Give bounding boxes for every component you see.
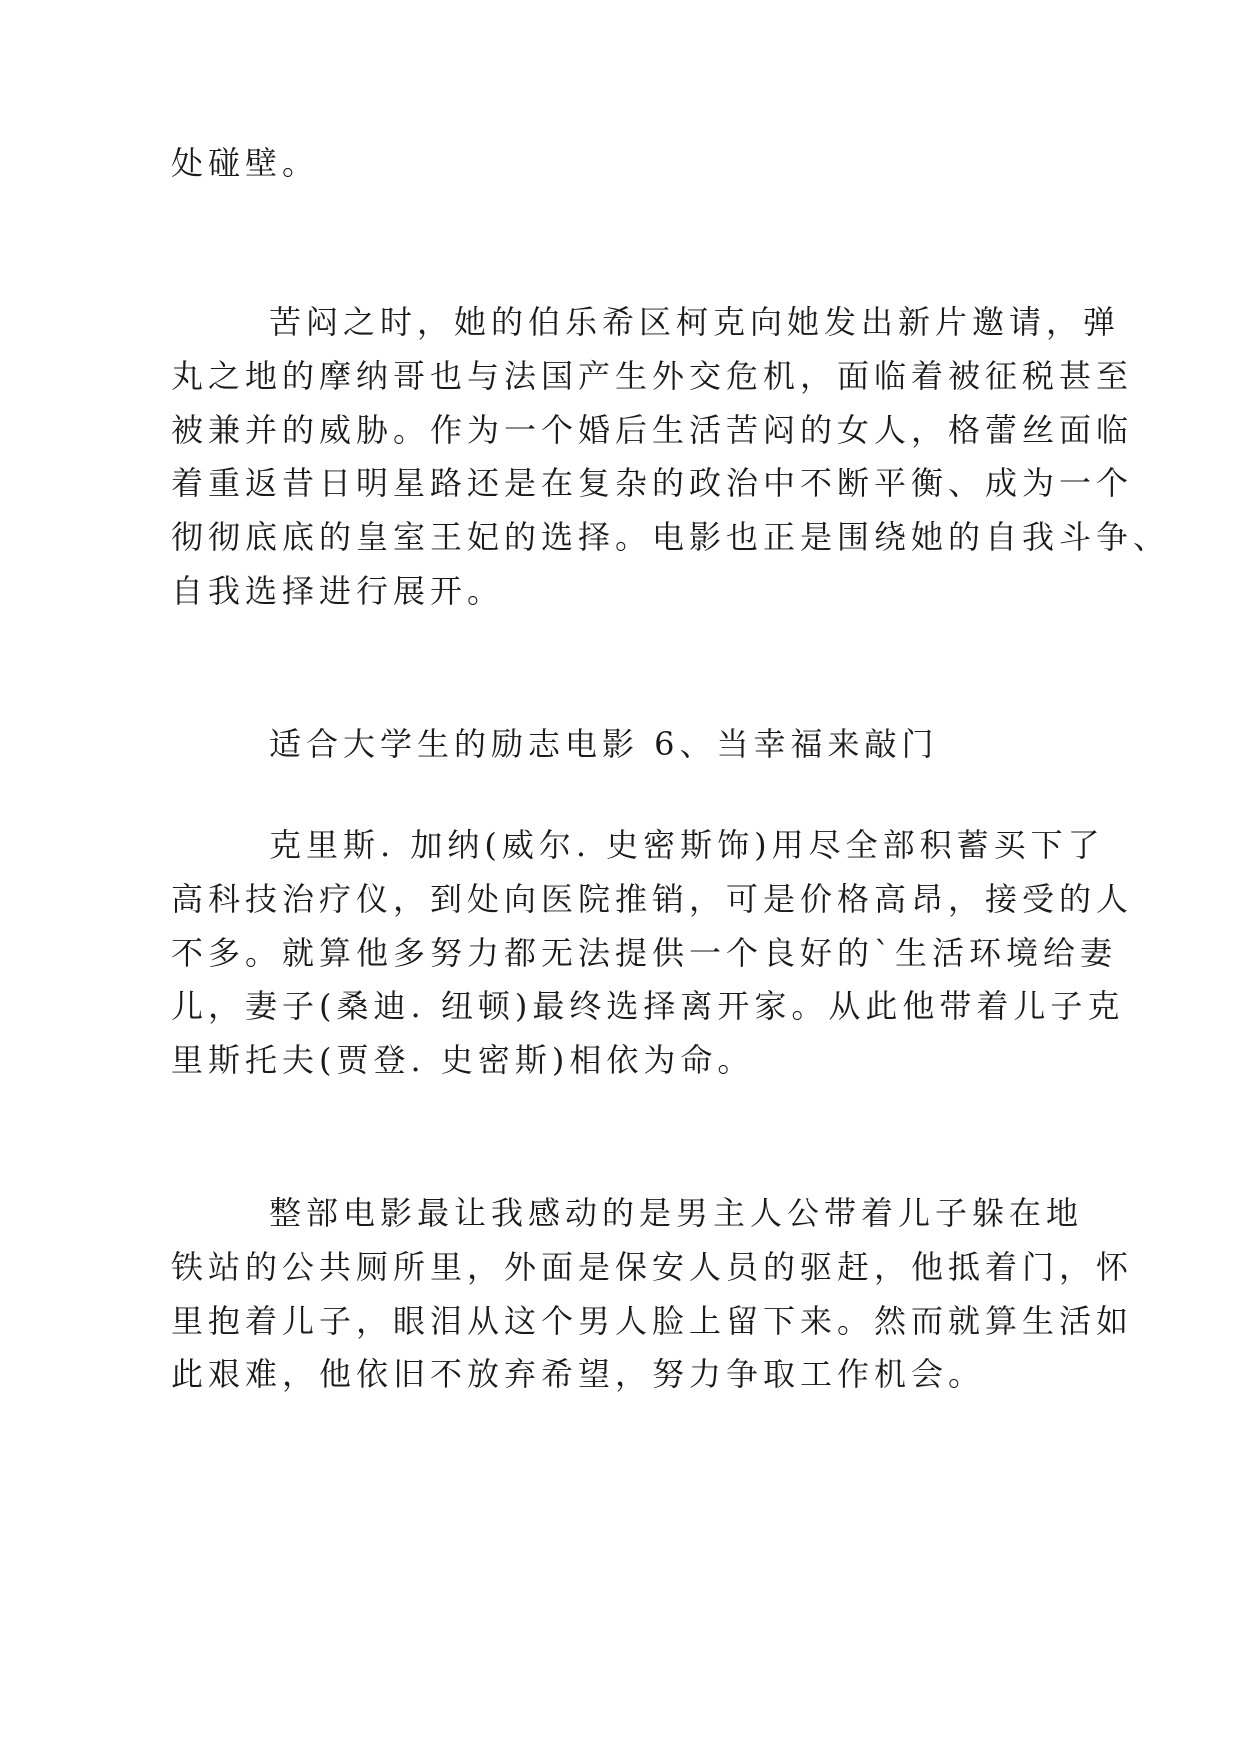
paragraph-line: 儿，妻子(桑迪. 纽顿)最终选择离开家。从此他带着儿子克 xyxy=(171,987,1125,1025)
section-heading: 适合大学生的励志电影 6、当幸福来敲门 xyxy=(269,725,939,763)
paragraph-line: 被兼并的威胁。作为一个婚后生活苦闷的女人，格蕾丝面临 xyxy=(171,411,1134,449)
paragraph-line: 克里斯. 加纳(威尔. 史密斯饰)用尽全部积蓄买下了 xyxy=(269,826,1105,864)
paragraph-line: 里斯托夫(贾登. 史密斯)相依为命。 xyxy=(171,1041,755,1079)
paragraph-line: 高科技治疗仪，到处向医院推销，可是价格高昂，接受的人 xyxy=(171,880,1134,918)
paragraph-line: 着重返昔日明星路还是在复杂的政治中不断平衡、成为一个 xyxy=(171,464,1134,502)
paragraph-line: 铁站的公共厕所里，外面是保安人员的驱赶，他抵着门，怀 xyxy=(171,1248,1134,1286)
paragraph-line: 里抱着儿子，眼泪从这个男人脸上留下来。然而就算生活如 xyxy=(171,1302,1134,1340)
paragraph-line: 不多。就算他多努力都无法提供一个良好的`生活环境给妻 xyxy=(171,934,1118,972)
paragraph-line: 整部电影最让我感动的是男主人公带着儿子躲在地 xyxy=(269,1194,1084,1232)
paragraph-line: 丸之地的摩纳哥也与法国产生外交危机，面临着被征税甚至 xyxy=(171,357,1134,395)
paragraph-line: 此艰难，他依旧不放弃希望，努力争取工作机会。 xyxy=(171,1355,986,1393)
paragraph-line: 苦闷之时，她的伯乐希区柯克向她发出新片邀请，弹 xyxy=(269,303,1121,341)
paragraph-line: 处碰壁。 xyxy=(171,144,320,182)
paragraph-line: 彻彻底底的皇室王妃的选择。电影也正是围绕她的自我斗争、 xyxy=(171,518,1171,556)
paragraph-line: 自我选择进行展开。 xyxy=(171,572,505,610)
